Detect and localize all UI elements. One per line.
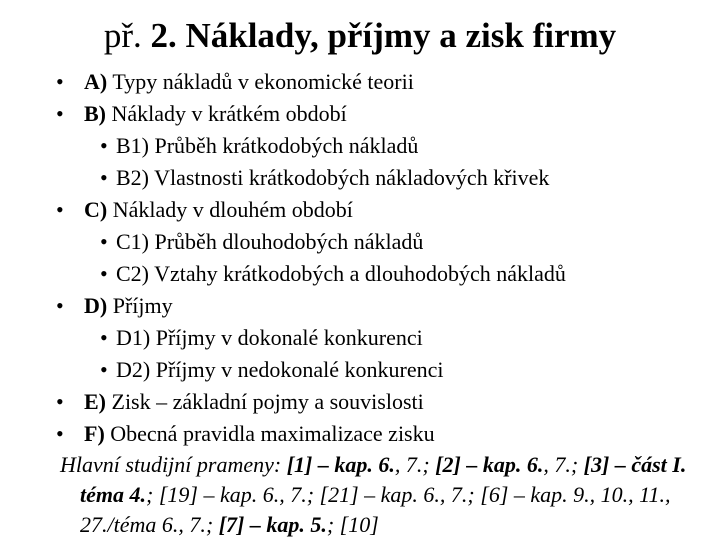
- bullet-icon: •: [56, 293, 64, 318]
- outline-item-text: Náklady v krátkém období: [106, 101, 347, 126]
- bullet-icon: •: [100, 229, 108, 254]
- outline-label: E): [84, 389, 106, 414]
- bullet-icon: •: [56, 101, 64, 126]
- outline-text: [84, 194, 353, 226]
- outline-text: [116, 226, 423, 258]
- sources-text: ; [19] – kap. 6., 7.; [21] – kap. 6., 7.; [6] – kap. 9., 10., 11., 27./téma 6., 7.;: [80, 482, 671, 537]
- outline-text: [84, 66, 414, 98]
- outline-item-text: Obecná pravidla maximalizace zisku: [104, 421, 435, 446]
- bullet-icon: •: [56, 421, 64, 446]
- outline-item-text: D1) Příjmy v dokonalé konkurenci: [116, 325, 423, 350]
- sources-text: , 7.;: [543, 452, 584, 477]
- outline-item-text: Typy nákladů v ekonomické teorii: [107, 69, 414, 94]
- outline-item-text: C1) Průběh dlouhodobých nákladů: [116, 229, 424, 254]
- outline-text: [116, 130, 418, 162]
- title-main: 2. Náklady, příjmy a zisk firmy: [150, 16, 617, 55]
- bullet-icon: •: [100, 165, 108, 190]
- title-prefix: př.: [103, 16, 142, 55]
- sources-text: ; [10]: [326, 512, 379, 537]
- outline-text: [116, 162, 549, 194]
- outline-text: [116, 258, 566, 290]
- outline-text: [116, 322, 423, 354]
- outline-text: [84, 386, 424, 418]
- study-sources: [60, 450, 720, 540]
- sources-label: Hlavní studijní prameny:: [60, 452, 287, 477]
- source-ref-1: [1] – kap. 6.: [286, 452, 395, 477]
- outline-item-text: Zisk – základní pojmy a souvislosti: [106, 389, 424, 414]
- source-ref-3: [3] – část I. téma 4.: [80, 452, 687, 507]
- bullet-icon: •: [100, 357, 108, 382]
- outline-label: F): [84, 421, 105, 446]
- bullet-icon: •: [100, 261, 108, 286]
- bullet-icon: •: [56, 389, 64, 414]
- outline-label: C): [84, 197, 108, 222]
- sources-text: , 7.;: [394, 452, 436, 477]
- outline-item-text: Příjmy: [107, 293, 173, 318]
- outline-item-text: B1) Průběh krátkodobých nákladů: [116, 133, 419, 158]
- source-ref-2: [2] – kap. 6.: [435, 452, 544, 477]
- outline-text: [84, 290, 173, 322]
- page-title: [0, 14, 720, 58]
- source-ref-7: [7] – kap. 5.: [218, 512, 327, 537]
- outline-item-text: C2) Vztahy krátkodobých a dlouhodobých nákladů: [116, 261, 566, 286]
- outline-item-text: B2) Vlastnosti krátkodobých nákladových křivek: [116, 165, 550, 190]
- outline-label: A): [84, 69, 108, 94]
- outline-label: D): [84, 293, 108, 318]
- outline-label: B): [84, 101, 106, 126]
- outline-text: [84, 98, 347, 130]
- bullet-icon: •: [56, 197, 64, 222]
- outline-item-text: D2) Příjmy v nedokonalé konkurenci: [116, 357, 444, 382]
- bullet-icon: •: [100, 133, 108, 158]
- bullet-icon: •: [56, 69, 64, 94]
- outline-text: [116, 354, 444, 386]
- outline-text: [84, 418, 435, 450]
- bullet-icon: •: [100, 325, 108, 350]
- outline-item-text: Náklady v dlouhém období: [107, 197, 353, 222]
